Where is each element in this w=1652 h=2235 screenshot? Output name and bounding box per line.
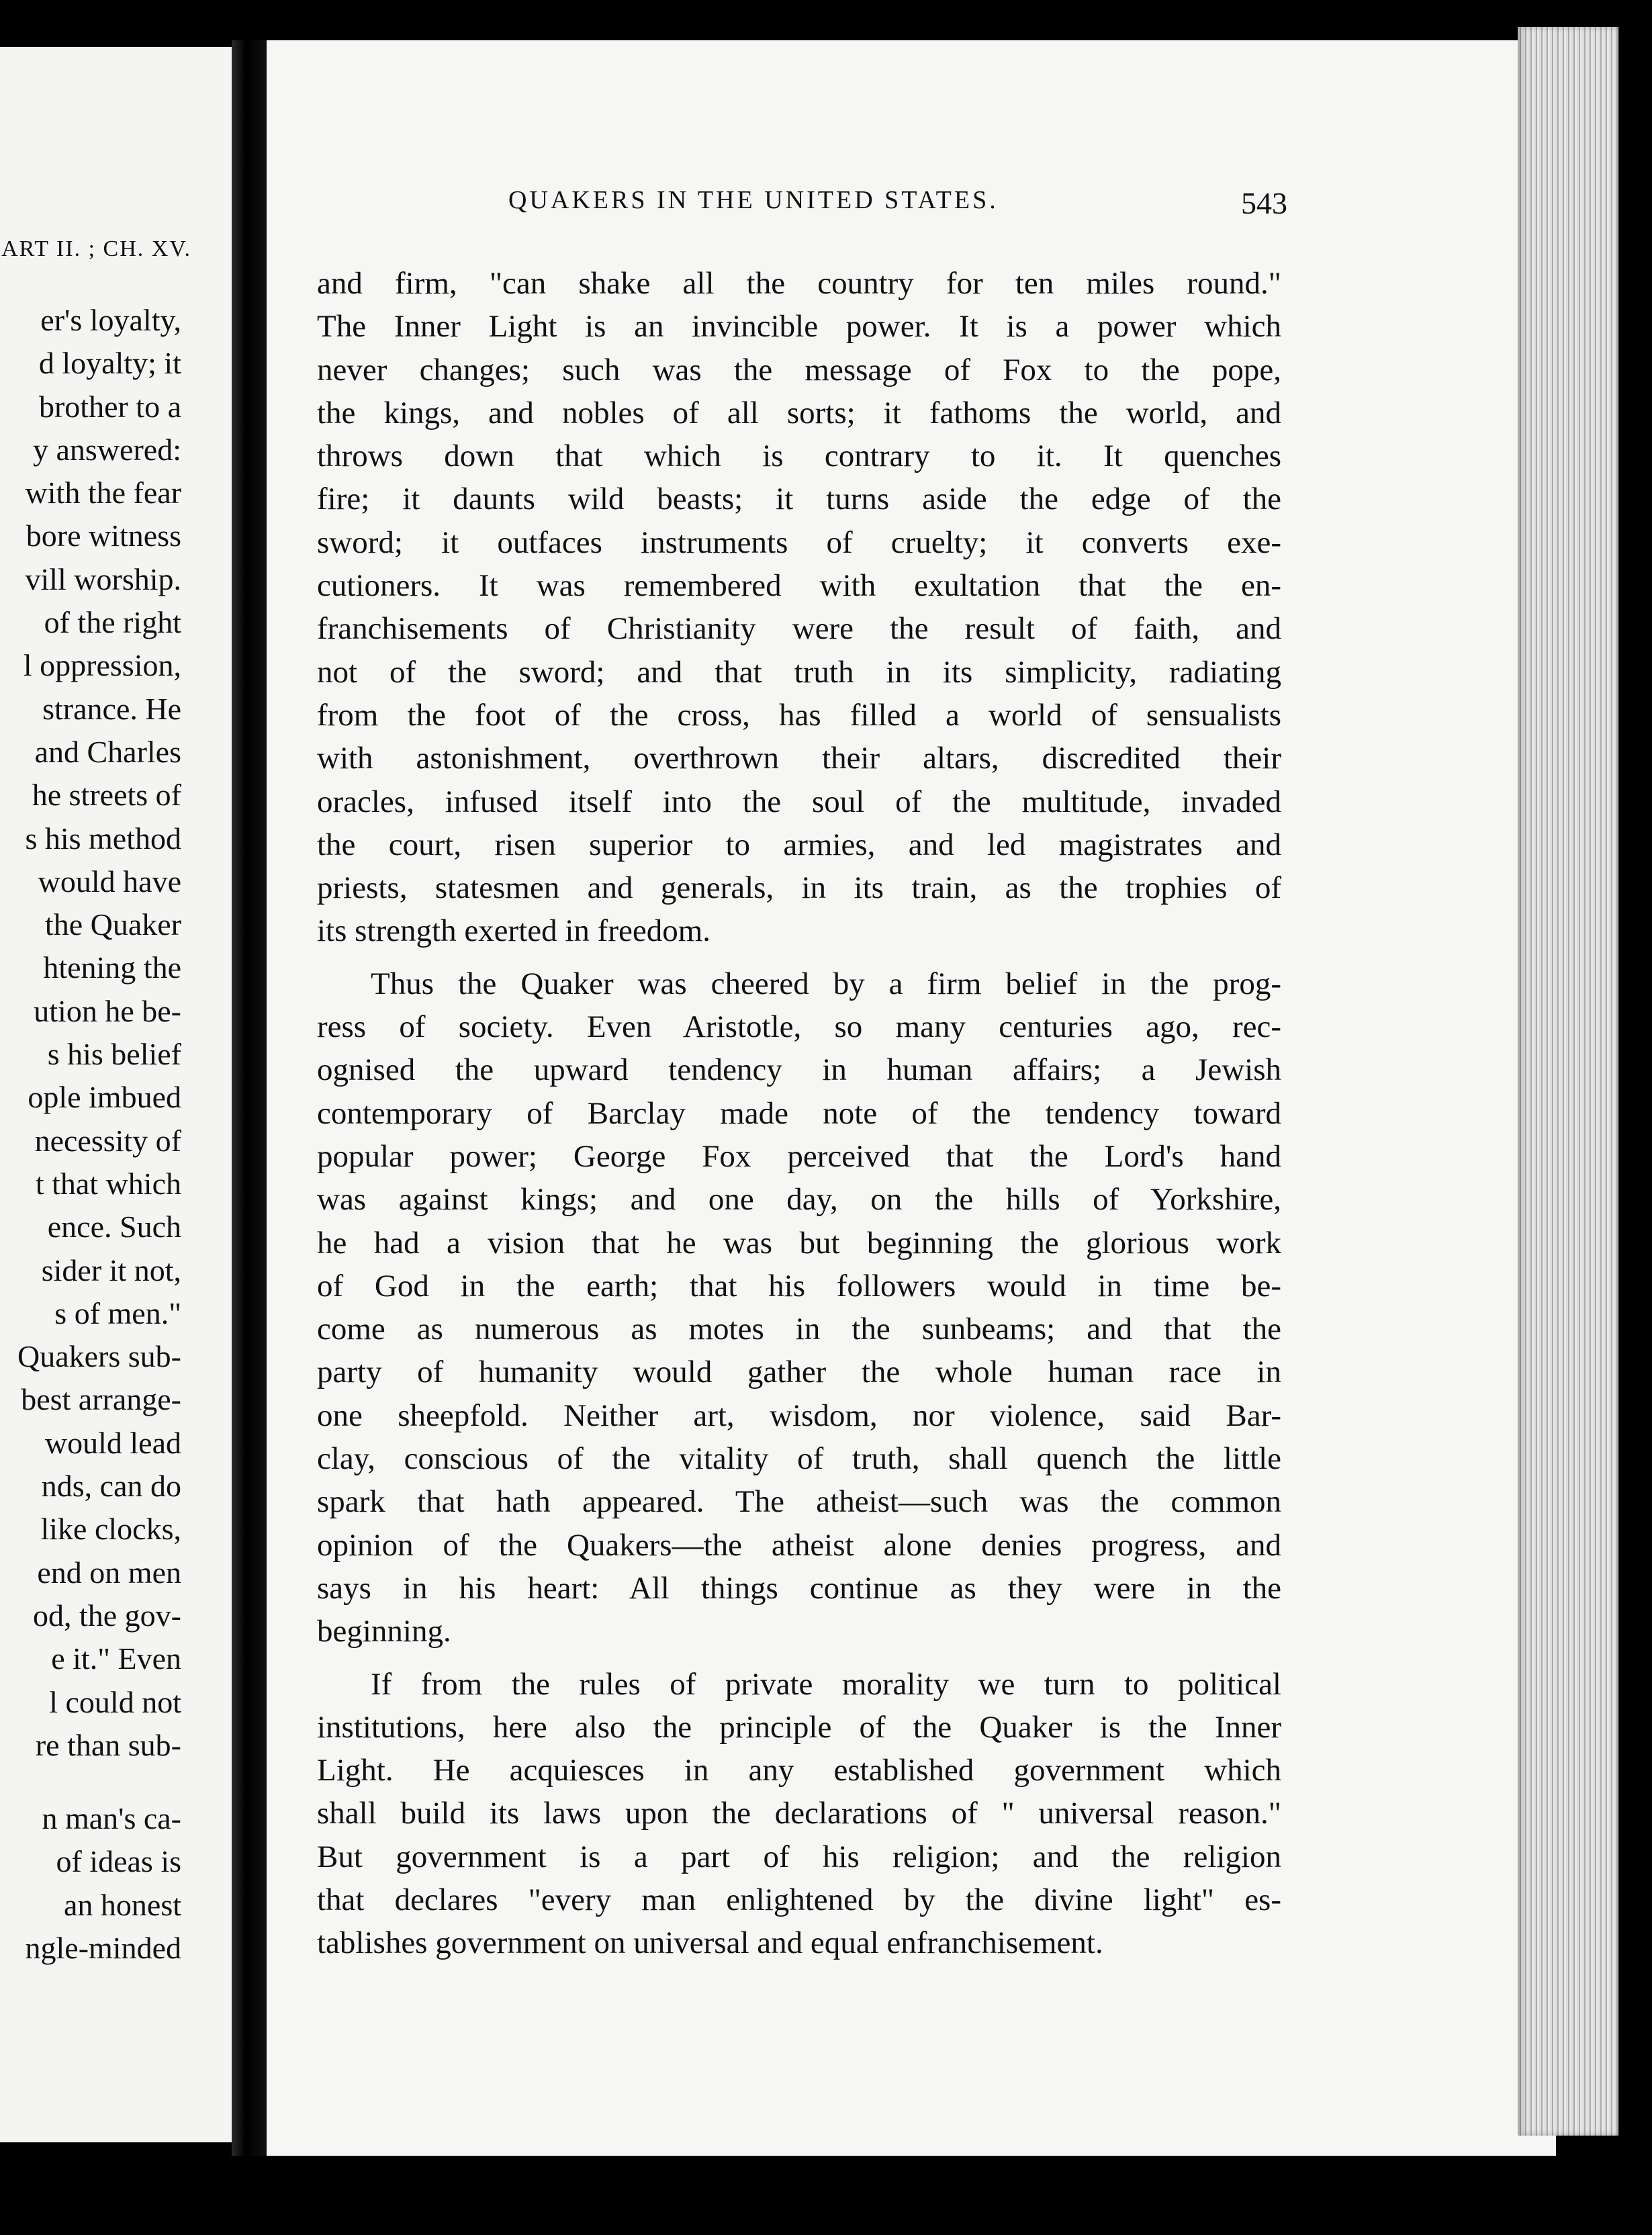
text-line: fire; it daunts wild beasts; it turns aside the edge of the	[317, 482, 1281, 517]
book-gutter	[232, 40, 267, 2156]
left-page-line: end on men	[37, 1555, 181, 1590]
text-line: was against kings; and one day, on the hills of Yorkshire,	[317, 1182, 1281, 1218]
page-edges	[1518, 27, 1618, 2136]
left-page-line: htening the	[43, 950, 181, 985]
text-line: he had a vision that he was but beginning the glorious work	[317, 1225, 1281, 1261]
page-number: 543	[1241, 186, 1287, 220]
left-page-line: ution he be-	[34, 993, 181, 1028]
text-line: oracles, infused itself into the soul of the multitude, invaded	[317, 784, 1281, 819]
left-page-line: s of men."	[54, 1295, 181, 1330]
left-page-line: necessity of	[34, 1123, 181, 1158]
paragraph	[317, 962, 1281, 1653]
left-page-line: would lead	[44, 1425, 181, 1460]
text-line: contemporary of Barclay made note of the tendency toward	[317, 1095, 1281, 1131]
text-line: sword; it outfaces instruments of cruelty; it converts exe-	[317, 524, 1281, 560]
text-line: ognised the upward tendency in human affairs; a Jewish	[317, 1052, 1281, 1088]
left-page-line: strance. He	[42, 691, 181, 726]
text-line: franchisements of Christianity were the result of faith, and	[317, 611, 1281, 647]
left-page-line: he streets of	[32, 778, 181, 813]
left-page-line: d loyalty; it	[38, 346, 181, 381]
left-page-line: vill worship.	[25, 561, 181, 596]
left-page-line: nds, can do	[41, 1469, 181, 1504]
left-page-line: of ideas is	[56, 1844, 181, 1879]
left-page-line: would have	[38, 864, 181, 899]
left-page-line: ople imbued	[28, 1080, 181, 1115]
left-page-line: brother to a	[38, 389, 181, 424]
text-line: come as numerous as motes in the sunbeams; and that the	[317, 1312, 1281, 1347]
text-line: If from the rules of private morality we turn to political	[371, 1666, 1281, 1702]
left-running-head: ART II. ; CH. XV.	[1, 236, 191, 261]
paragraph	[317, 262, 1281, 953]
text-line: one sheepfold. Neither art, wisdom, nor violence, said Bar-	[317, 1398, 1281, 1433]
text-line: But government is a part of his religion; and the religion	[317, 1839, 1281, 1874]
text-line: and firm, "can shake all the country for ten miles round."	[317, 266, 1281, 301]
text-line: the court, risen superior to armies, and led magistrates and	[317, 827, 1281, 862]
left-page-line: of the right	[44, 605, 181, 640]
text-line: beginning.	[317, 1614, 451, 1649]
text-line: Thus the Quaker was cheered by a firm belief in the prog-	[371, 966, 1281, 1001]
text-line: the kings, and nobles of all sorts; it fathoms the world, and	[317, 395, 1281, 430]
left-page-line: t that which	[35, 1166, 181, 1201]
text-line: ress of society. Even Aristotle, so many centuries ago, rec-	[317, 1009, 1281, 1045]
text-line: throws down that which is contrary to it. It quenches	[317, 439, 1281, 474]
text-line: of God in the earth; that his followers would in time be-	[317, 1268, 1281, 1304]
text-line: spark that hath appeared. The atheist—such was the common	[317, 1484, 1281, 1520]
left-page-line: er's loyalty,	[40, 303, 181, 337]
left-page-line: l could not	[49, 1684, 181, 1719]
text-line: tablishes government on universal and equal enfranchisement.	[317, 1925, 1103, 1961]
text-line: with astonishment, overthrown their altars, discredited their	[317, 741, 1281, 776]
left-page-line: Quakers sub-	[17, 1339, 181, 1374]
text-line: says in his heart: All things continue as they were in the	[317, 1570, 1281, 1606]
left-page-line: bore witness	[26, 518, 181, 553]
text-line: that declares "every man enlightened by the divine light" es-	[317, 1882, 1281, 1917]
left-page-line: s his method	[25, 821, 181, 856]
text-line: priests, statesmen and generals, in its train, as the trophies of	[317, 870, 1281, 906]
left-page-line: od, the gov-	[32, 1598, 181, 1633]
left-page-line: with the fear	[25, 475, 181, 510]
left-page-line: y answered:	[33, 432, 181, 467]
body-text	[317, 262, 1281, 1965]
text-line: cutioners. It was remembered with exultation that the en-	[317, 568, 1281, 604]
running-head	[508, 185, 1287, 226]
left-page	[0, 47, 232, 2142]
text-line: opinion of the Quakers—the atheist alone denies progress, and	[317, 1527, 1281, 1563]
paragraph	[317, 1663, 1281, 1965]
left-page-line: l oppression,	[23, 648, 181, 683]
left-page-line	[0, 1767, 181, 1797]
text-line: institutions, here also the principle of the Quaker is the Inner	[317, 1709, 1281, 1745]
text-line: popular power; George Fox perceived that the Lord's hand	[317, 1138, 1281, 1174]
paragraph-gap	[317, 953, 1281, 962]
left-page-line: n man's ca-	[42, 1801, 181, 1836]
text-line: clay, conscious of the vitality of truth, shall quench the little	[317, 1441, 1281, 1477]
left-page-line: the Quaker	[44, 907, 181, 942]
text-line: party of humanity would gather the whole human race in	[317, 1355, 1281, 1390]
text-line: never changes; such was the message of Fox to the pope,	[317, 352, 1281, 387]
left-page-line: re than sub-	[35, 1727, 181, 1762]
left-page-line: best arrange-	[21, 1382, 181, 1417]
text-line: its strength exerted in freedom.	[317, 913, 711, 949]
text-line: not of the sword; and that truth in its simplicity, radiating	[317, 654, 1281, 690]
left-page-line: like clocks,	[40, 1512, 181, 1547]
left-page-line: ngle-minded	[25, 1930, 181, 1965]
text-line: shall build its laws upon the declarations of " universal reason."	[317, 1796, 1281, 1831]
left-page-line: an honest	[63, 1887, 181, 1922]
running-title: QUAKERS IN THE UNITED STATES.	[508, 186, 999, 214]
text-line: The Inner Light is an invincible power. It is a power which	[317, 309, 1281, 345]
paragraph-gap	[317, 1653, 1281, 1663]
left-page-line: e it." Even	[51, 1641, 181, 1676]
text-line: from the foot of the cross, has filled a world of sensualists	[317, 697, 1281, 733]
left-page-line: s his belief	[47, 1037, 181, 1072]
text-line: Light. He acquiesces in any established government which	[317, 1753, 1281, 1788]
left-page-line: and Charles	[34, 734, 181, 769]
left-page-line: sider it not,	[41, 1252, 181, 1287]
left-page-line: ence. Such	[47, 1210, 181, 1244]
left-page-text	[0, 299, 181, 1970]
